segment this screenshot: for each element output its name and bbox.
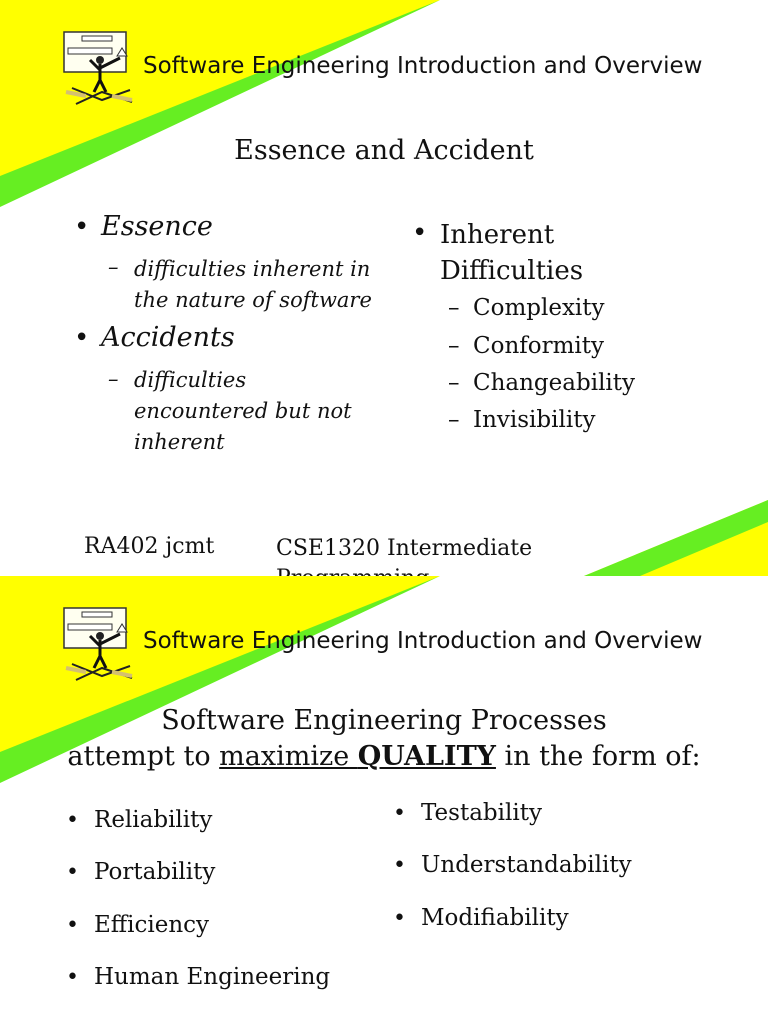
title-underlined: maximize QUALITY (219, 741, 496, 772)
accidents-term: Accidents (101, 322, 235, 353)
quality-item: Efficiency (94, 912, 210, 938)
accidents-detail: difficulties encountered but not inherent (134, 368, 352, 454)
quality-item: Modifiability (421, 905, 569, 931)
slide-header: Software Engineering Introduction and Overview (143, 628, 703, 654)
bullet-icon: • (66, 808, 79, 833)
dash-icon: – (448, 295, 460, 321)
slide-header: Software Engineering Introduction and Overview (143, 53, 703, 79)
bullet-icon: • (66, 913, 79, 938)
slide-title: Essence and Accident (234, 135, 534, 166)
bullet-icon: • (66, 965, 79, 990)
difficulty-item: Conformity (473, 333, 605, 359)
title-pre: attempt to (67, 741, 220, 772)
difficulty-item: Complexity (473, 295, 605, 321)
dash-icon: – (448, 407, 460, 433)
bullet-icon: • (412, 218, 428, 248)
bullet-icon: • (393, 801, 406, 826)
footer-left: RA402 jcmt (84, 534, 215, 559)
difficulty-item: Changeability (473, 370, 636, 396)
bullet-icon: • (74, 323, 90, 353)
dash-icon: – (108, 367, 119, 391)
quality-word: QUALITY (357, 741, 496, 772)
title-line-2 (0, 739, 768, 775)
engineer-logo-icon (62, 30, 134, 112)
quality-item: Human Engineering (94, 964, 331, 990)
bullet-icon: • (66, 860, 79, 885)
slide-2 (0, 576, 768, 1024)
essence-term: Essence (101, 211, 213, 242)
dash-icon: – (448, 333, 460, 359)
difficulty-item: Invisibility (473, 407, 596, 433)
dash-icon: – (448, 370, 460, 396)
engineer-logo-icon (62, 606, 134, 688)
slide-title (0, 703, 768, 775)
title-line-1: Software Engineering Processes (161, 705, 607, 736)
bullet-icon: • (74, 212, 90, 242)
quality-item: Testability (421, 800, 542, 826)
title-post: in the form of: (495, 741, 701, 772)
bullet-icon: • (393, 906, 406, 931)
essence-detail: difficulties inherent in the nature of software (134, 257, 372, 312)
dash-icon: – (108, 255, 119, 279)
quality-item: Portability (94, 859, 216, 885)
quality-item: Reliability (94, 807, 213, 833)
inherent-difficulties-heading: Inherent Difficulties (440, 220, 584, 286)
footer-center: CSE1320 Intermediate (276, 536, 533, 561)
bullet-icon: • (393, 853, 406, 878)
quality-item: Understandability (421, 852, 632, 878)
